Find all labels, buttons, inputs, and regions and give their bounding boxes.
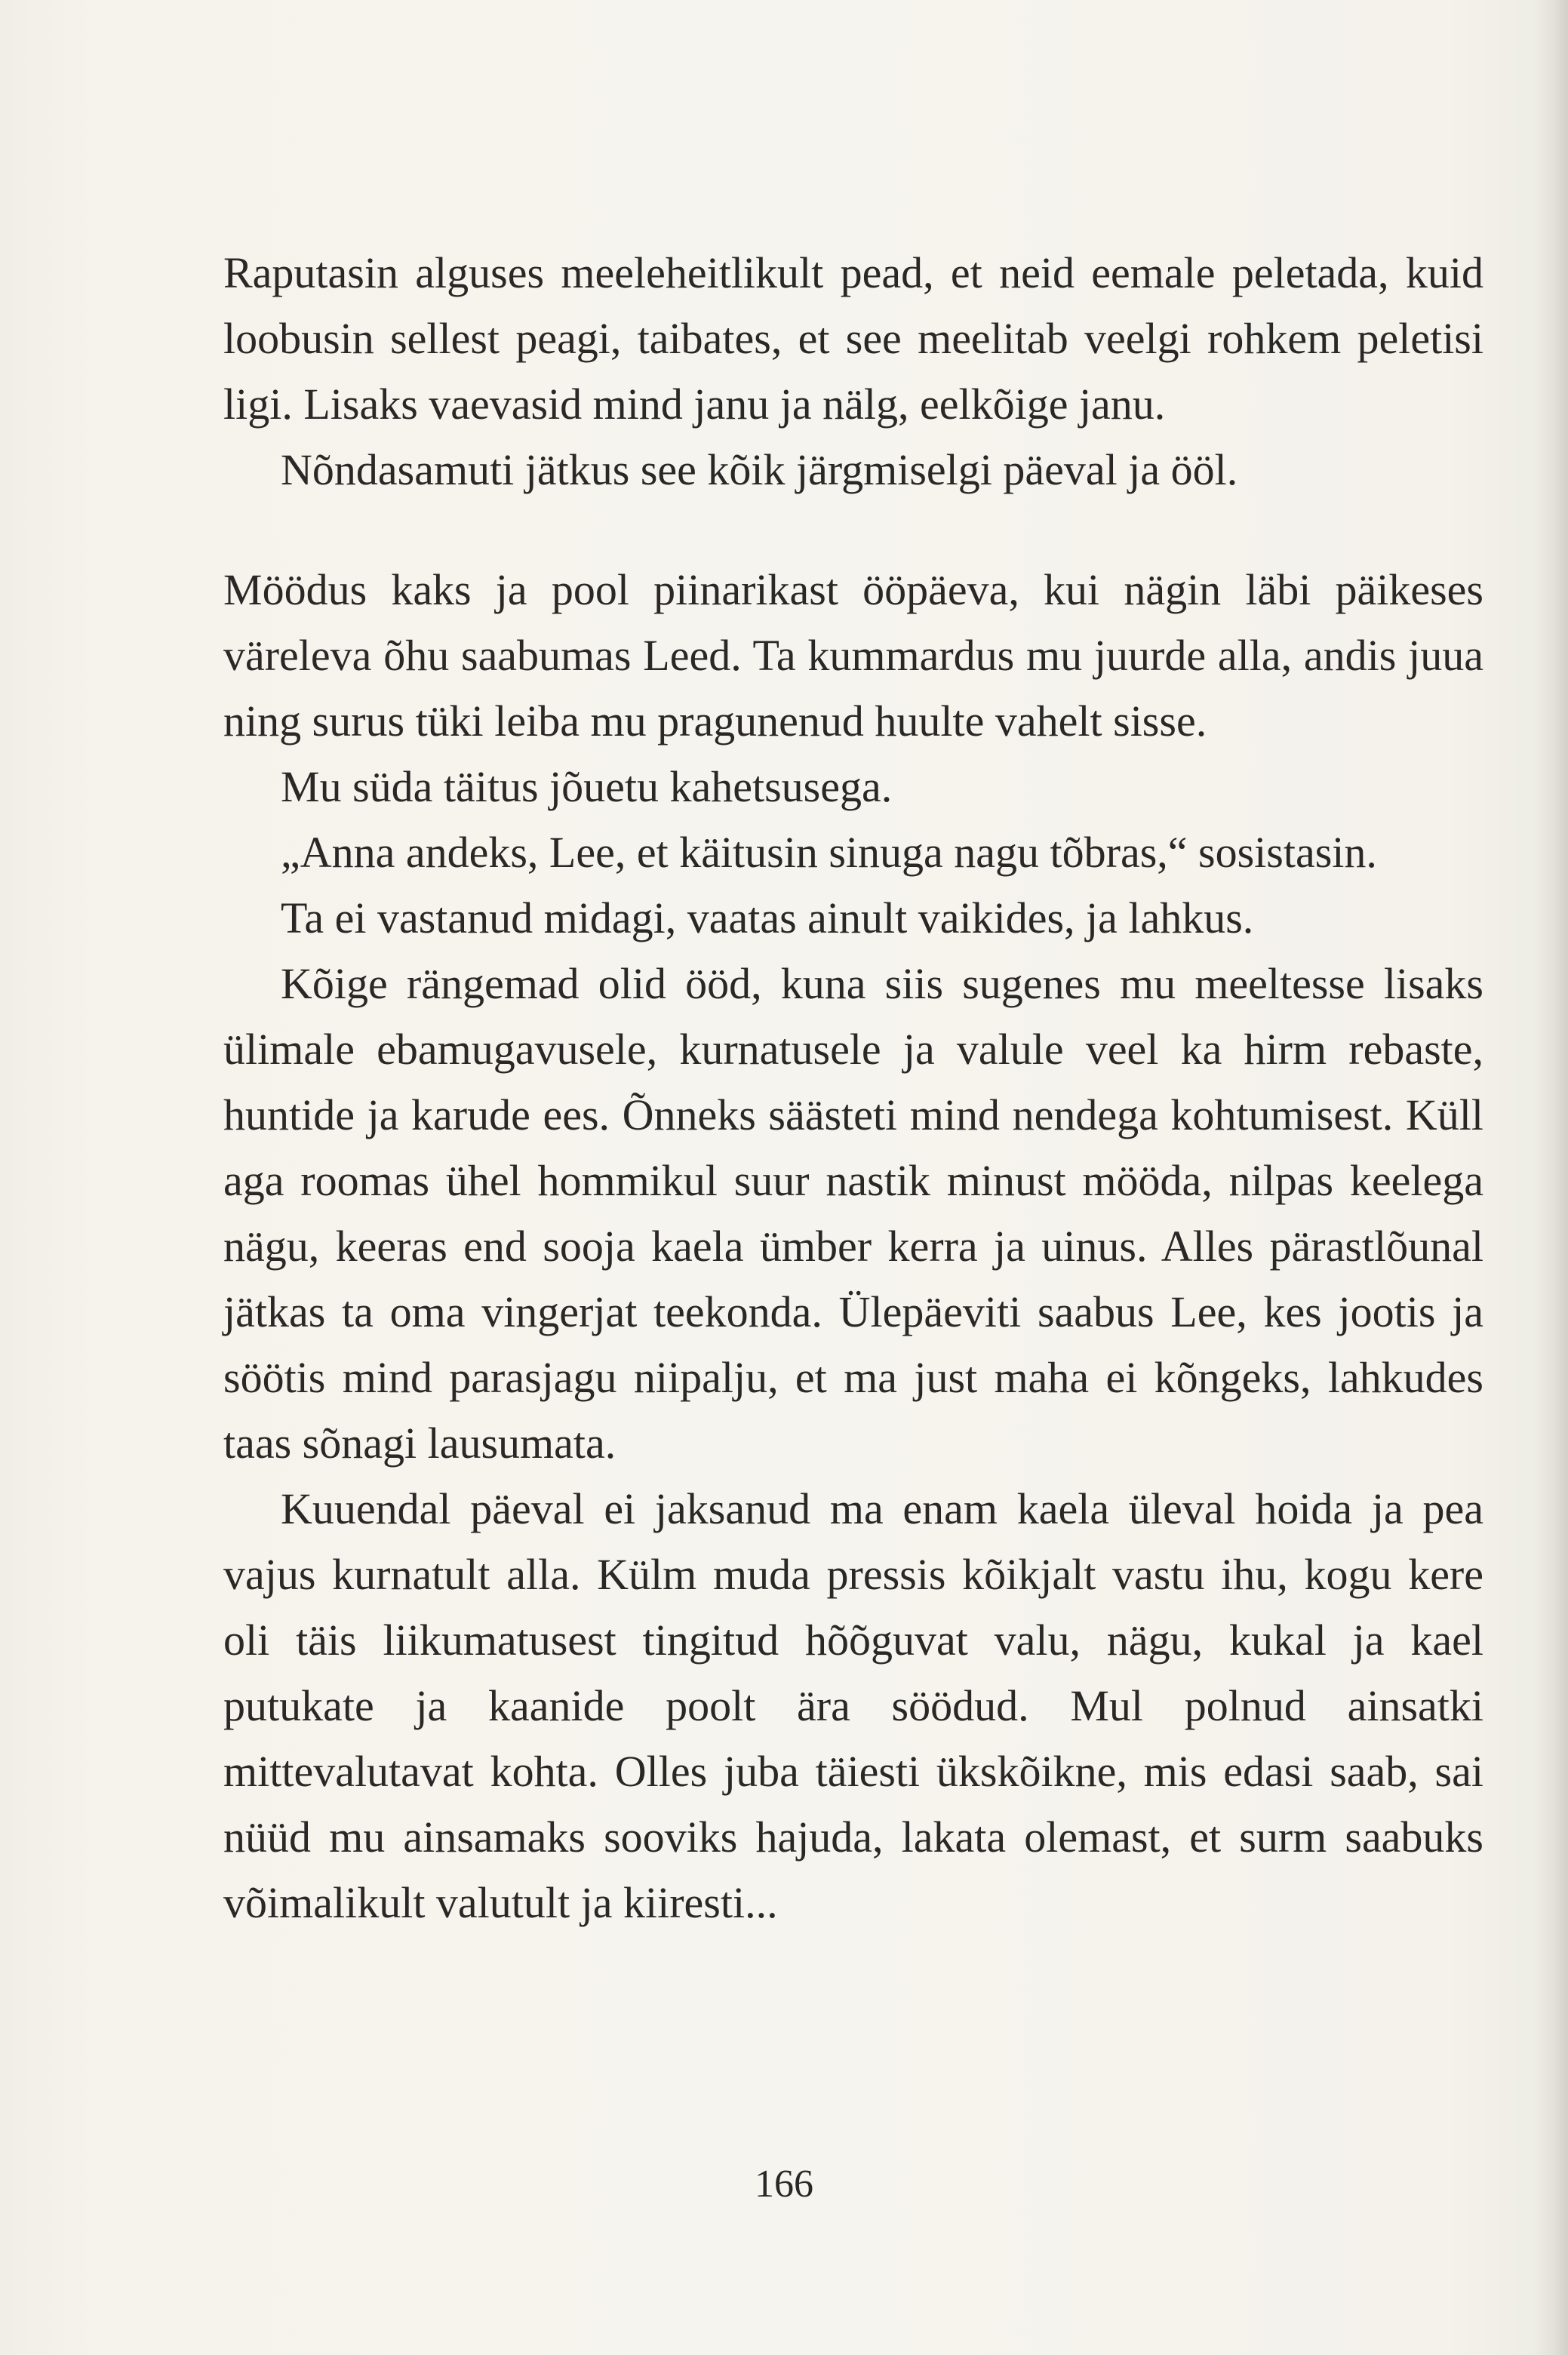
paragraph-7: Kõige rängemad olid ööd, kuna siis sugenes mu meeltesse lisaks ülimale ebamugavusele, kurnatusele ja valule veel ka hirm rebaste, huntide ja karude ees. Õnneks säästeti mind nendega kohtumisest. Küll aga roomas ühel hommikul suur nastik minust mööda, nilpas keelega nägu, keeras end sooja kaela ümber kerra ja uinus. Alles pärastlõunal jätkas ta oma vingerjat teekonda. Ülepäeviti saabus Lee, kes jootis ja söötis mind parasjagu niipalju, et ma just maha ei kõngeks, lahkudes taas sõnagi lausumata. [223,959,1483,1468]
paragraph-1: Raputasin alguses meeleheitlikult pead, et neid eemale peletada, kuid loobusin sellest peagi, taibates, et see meelitab veelgi rohkem peletisi ligi. Lisaks vaevasid mind janu ja nälg, eelkõige janu. [223,248,1483,429]
paragraph-3: Möödus kaks ja pool piinarikast ööpäeva, kui nägin läbi päikeses väreleva õhu saabumas Leed. Ta kummardus mu juurde alla, andis juua ning surus tüki leiba mu pragunenud huulte vahelt sisse. [223,565,1483,746]
paragraph-4: Mu süda täitus jõuetu kahetsusega. [281,762,893,811]
paragraph-8: Kuuendal päeval ei jaksanud ma enam kaela üleval hoida ja pea vajus kurnatult alla. Külm muda pressis kõikjalt vastu ihu, kogu kere oli täis liikumatusest tingitud hõõguvat valu, nägu, kukal ja kael putukate ja kaanide poolt ära söödud. Mul polnud ainsatki mittevalutavat kohta. Olles juba täiesti ükskõikne, mis edasi saab, sai nüüd mu ainsamaks sooviks hajuda, lakata olemast, et surm saabuks võimalikult valutult ja kiiresti... [223,1484,1483,1927]
paragraph-5: „Anna andeks, Lee, et käitusin sinuga nagu tõbras,“ sosistasin. [281,828,1377,877]
page-number: 166 [755,2163,813,2206]
body-text [223,240,1483,1935]
paragraph-2: Nõndasamuti jätkus see kõik järgmiselgi päeval ja ööl. [281,445,1238,494]
page-edge-shadow [1535,0,1568,2355]
paragraph-6: Ta ei vastanud midagi, vaatas ainult vaikides, ja lahkus. [281,893,1254,942]
